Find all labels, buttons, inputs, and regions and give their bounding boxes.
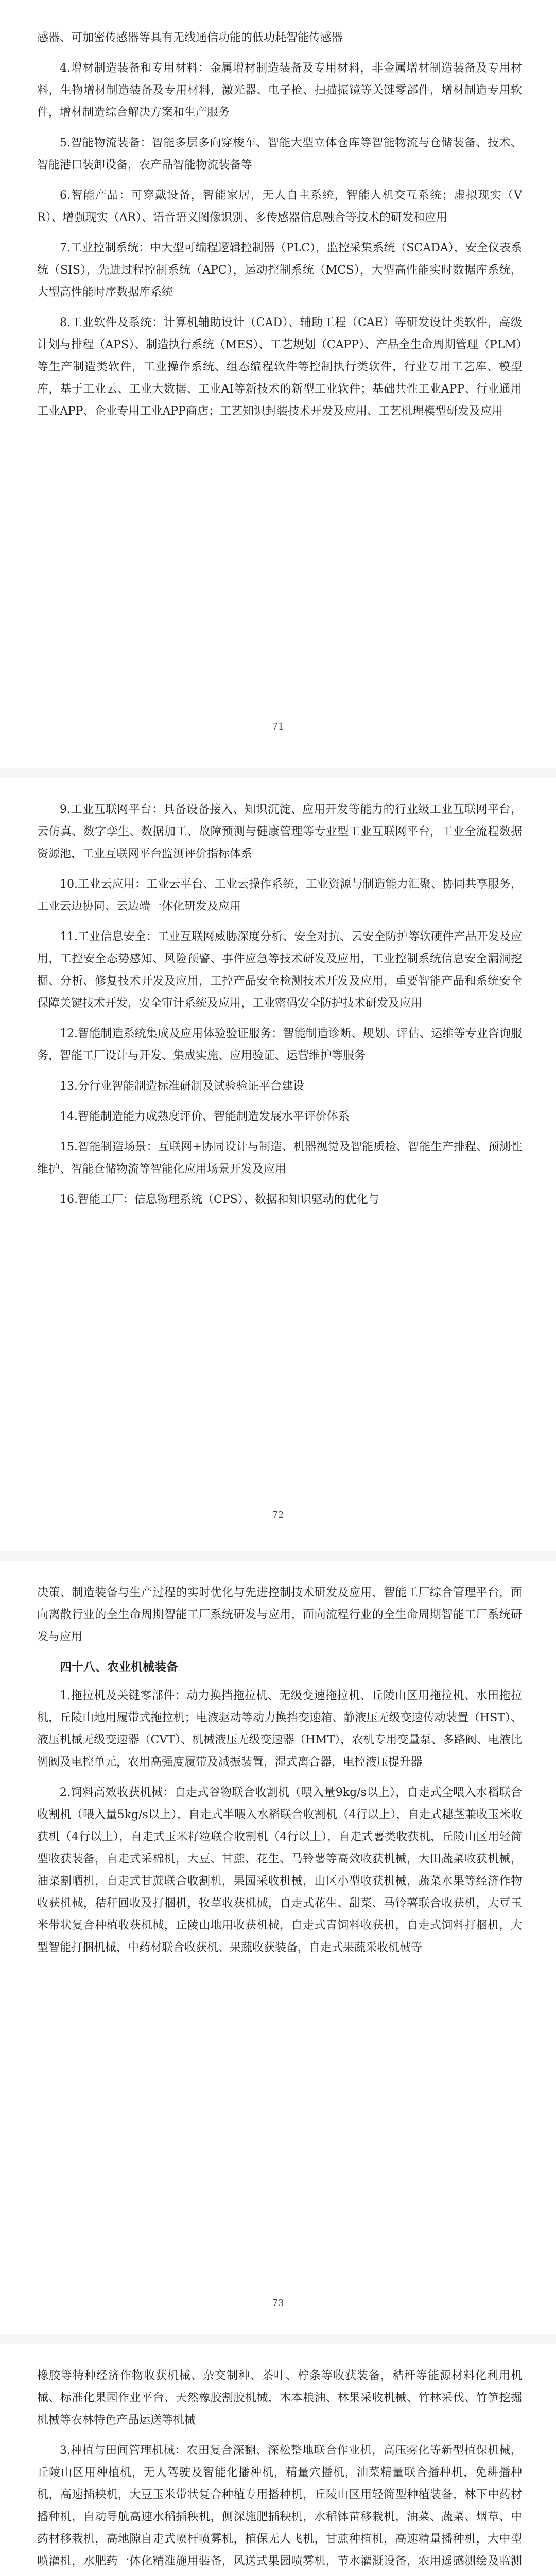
paragraph: 15.智能制造场景：互联网+协同设计与制造、机器视觉及智能质检、智能生产排程、预测性维护、智能仓储物流等智能化应用场景开发及应用 <box>37 1141 522 1176</box>
paragraph: 5.智能物流装备：智能多层多向穿梭车、智能大型立体仓库等智能物流与仓储装备、技术、智能港口装卸设备，农产品智能物流装备等 <box>37 137 522 172</box>
paragraph: 3.种植与田间管理机械：农田复合深翻、深松整地联合作业机，高压雾化等新型植保机械，丘陵山区用种植机，无人驾驶及智能化播种机，精量穴播机，油菜精量联合播种机，免耕播种机，高速插秧机，大豆玉米带状复合种植专用播种机，丘陵山区用轻简型种植装备，林下中药材播种机，自动导航高速水稻插秧机，侧深施肥插秧机，水稻钵苗移栽机，油菜、蔬菜、烟草、中药材移栽机，高地隙自走式喷杆喷雾机，植保无人飞机，甘蔗种植机，高速精量播种机，大中型喷灌机，水肥药一体化精准施用装备，风送式果园喷雾机，节水灌溉设备，农用遥感测绘及监测 <box>37 2444 522 2568</box>
page-number: 72 <box>272 1510 284 1520</box>
paragraph: 4.增材制造装备和专用材料：金属增材制造装备及专用材料，非金属增材制造装备及专用材料，生物增材制造装备及专用材料，激光器、电子枪、扫描振镜等关键零部件，增材制造专用软件，增材制造综合解决方案和生产服务 <box>37 62 522 119</box>
paragraph: 9.工业互联网平台：具备设备接入、知识沉淀、应用开发等能力的行业级工业互联网平台，云仿真、数字孪生、数据加工、故障预测与健康管理等专业型工业互联网平台，工业全流程数据资源池，工业互联网平台监测评价指标体系 <box>37 803 522 860</box>
page-number: 73 <box>272 2298 284 2309</box>
paragraph: 1.拖拉机及关键零部件：动力换挡拖拉机、无级变速拖拉机、丘陵山区用拖拉机、水田拖拉机，丘陵山地用履带式拖拉机；电液驱动等动力换挡变速箱、静液压无级变速传动装置（HST）、液压机械无级变速器（CVT）、机械液压无级变速器（HMT），农机专用变量泵、多路阀、电液比例阀及电控单元，农用高强度履带及减振装置，湿式离合器，电控液压提升器 <box>37 1689 522 1769</box>
paragraph: 感器、可加密传感器等具有无线通信功能的低功耗智能传感器 <box>37 31 343 44</box>
paragraph: 16.智能工厂：信息物理系统（CPS）、数据和知识驱动的优化与 <box>60 1193 379 1206</box>
document-page <box>0 2344 556 2576</box>
document-page <box>0 1561 556 2334</box>
page-number: 71 <box>272 721 284 732</box>
paragraph: 12.智能制造系统集成及应用体验验证服务：智能制造诊断、规划、评估、运维等专业咨询服务，智能工厂设计与开发、集成实施、应用验证、运营维护等服务 <box>37 1027 522 1062</box>
page-gap <box>0 1551 556 1561</box>
paragraph: 10.工业云应用：工业云平台、工业云操作系统，工业资源与制造能力汇聚、协同共享服务，工业云边协同、云边端一体化研发及应用 <box>37 878 522 913</box>
paragraph: 8.工业软件及系统：计算机辅助设计（CAD）、辅助工程（CAE）等研发设计类软件，高级计划与排程（APS）、制造执行系统（MES）、工艺规划（CAPP）、产品全生命周期管理（PLM）等生产制造类软件，工业操作系统、组态编程软件等控制执行类软件，行业专用工艺库、模型库，基于工业云、工业大数据、工业AI等新技术的新型工业软件；基础共性工业APP、行业通用工业APP、企业专用工业APP商店；工艺知识封装技术开发及应用、工艺机理模型研发及应用 <box>37 316 522 418</box>
paragraph: 6.智能产品：可穿戴设备，智能家居，无人自主系统，智能人机交互系统；虚拟现实（VR）、增强现实（AR）、语音语义图像识别、多传感器信息融合等技术的研发和应用 <box>37 189 522 224</box>
document-page <box>0 0 556 768</box>
page-gap <box>0 768 556 778</box>
paragraph: 14.智能制造能力成熟度评价、智能制造发展水平评价体系 <box>60 1110 350 1123</box>
document-page <box>0 778 556 1551</box>
paragraph: 2.饲料高效收获机械：自走式谷物联合收割机（喂入量9kg/s以上），自走式全喂入水稻联合收割机（喂入量5kg/s以上），自走式半喂入水稻联合收割机（4行以上），自走式穗茎兼收玉米收获机（4行以上），自走式玉米籽粒联合收割机（4行以上），自走式薯类收获机，丘陵山区用轻简型收获装备，自走式采棉机，大豆、甘蔗、花生、马铃薯等高效收获机械，大田蔬菜收获机械，油菜割晒机，自走式甘蔗联合收割机，果园采收机械，山区小型收获机械，蔬菜水果等经济作物收获机械，秸秆回收及打捆机，牧草收获机械，自走式花生、甜菜、马铃薯联合收获机，大豆玉米带状复合种植收获机械，丘陵山地用收获机械，自走式青饲料收获机，自走式饲料打捆机，大型智能打捆机械，中药材联合收获机、果蔬收获装备，自走式果蔬采收机械等 <box>37 1786 522 1954</box>
paragraph: 11.工业信息安全：工业互联网威胁深度分析、安全对抗、云安全防护等软硬件产品开发及应用，工控安全态势感知、风险预警、事件应急等技术研发及应用，工业控制系统信息安全漏洞挖掘、分析、修复技术开发及应用，工控产品安全检测技术开发及应用，重要智能产品和系统安全保障关键技术开发，安全审计系统及应用，工业密码安全防护技术研发及应用 <box>37 930 522 1010</box>
paragraph: 7.工业控制系统：中大型可编程逻辑控制器（PLC），监控采集系统（SCADA），安全仪表系统（SIS），先进过程控制系统（APC），运动控制系统（MCS），大型高性能实时数据库系统，大型高性能时序数据库系统 <box>37 242 522 299</box>
paragraph: 决策、制造装备与生产过程的实时优化与先进控制技术研发及应用，智能工厂综合管理平台，面向离散行业的全生命周期智能工厂系统研发与应用，面向流程行业的全生命周期智能工厂系统研发与应用 <box>37 1586 522 1643</box>
page-gap <box>0 2334 556 2344</box>
paragraph: 橡胶等特种经济作物收获机械、杂交制种、茶叶、柠条等收获装备，秸秆等能源材料化利用机械、标准化果园作业平台、天然橡胶割胶机械，木本粮油、林果采收机械、竹林采伐、竹笋挖掘机械等农林特色产品运送等机械 <box>37 2369 522 2427</box>
paragraph: 13.分行业智能制造标准研制及试验验证平台建设 <box>60 1080 304 1093</box>
section-title: 四十八、农业机械装备 <box>60 1660 178 1674</box>
